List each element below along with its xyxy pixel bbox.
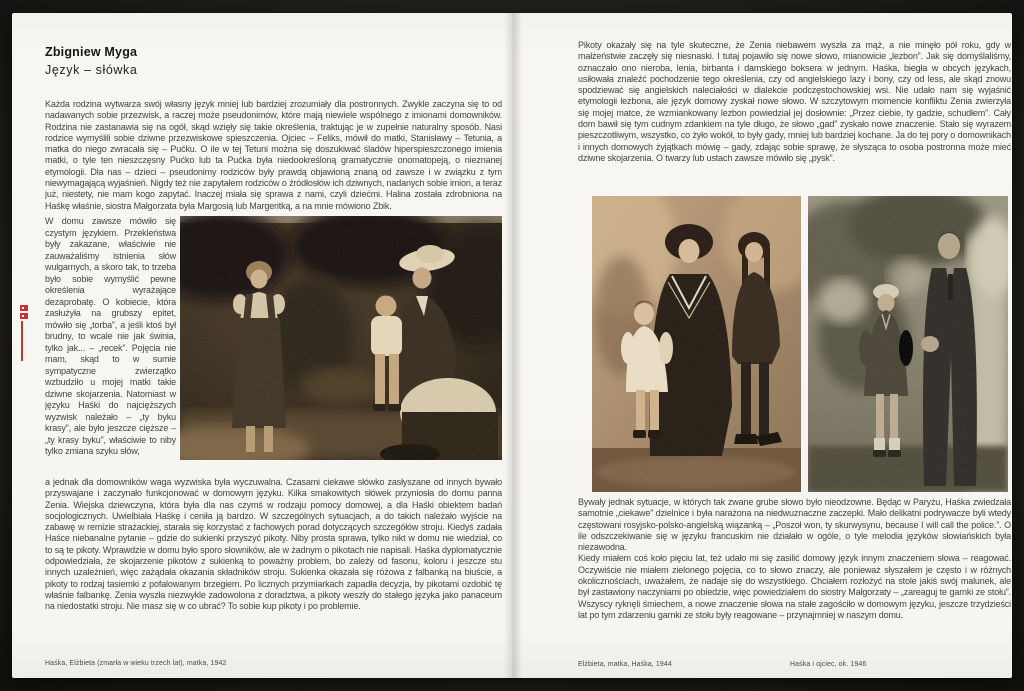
book-spread [12, 13, 1012, 678]
reagowac-paragraph: Kiedy miałem coś koło pięciu lat, też udało mi się zasilić domowy język innym znaczeniem słowa – reagować. Oczywiście nie miałem zielonego pojęcia, co to słowo znaczy, ale ponieważ słyszałem je często i w różnych okolicznościach, uważałem, że nadaje się do wszystkiego. Chciałem rozłożyć na stole jakiś swój malunek, ale był zastawiony naczyniami po obiedzie, więc powiedziałem do siostry Małgorzaty – „zareaguj te garnki ze stołu”. Wszyscy ryknęli śmiechem, a nowe znaczenie słowa na stałe zagościło w domowym języku, jeszcze trzydzieści lat po tym zdarzeniu garnki ze stołu były reagowane – przynajmniej w naszym domu. [578, 553, 1011, 620]
page-right [512, 13, 1012, 678]
photo-mother-and-children [180, 216, 502, 460]
marker-line [21, 321, 23, 361]
column-paragraph: W domu zawsze mówiło się czystym językiem. Przekleństwa były zakazane, właściwie nie zauważaliśmy istnienia słów wulgarnych, a skoro tak, to trzeba było sobie wymyślić pewne określenia wyrażające dezaprobatę. O kobiecie, która zasłużyła na grubszy epitet, mówiło się „torba”, a jeśli ktoś był brudny, to wcale nie jak świnia, tylko jak... – „recek”. Pojęcia nie mam, skąd to w sumie sympatyczne zwierzątko wzbudziło u mojej matki takie dziwne skojarzenia. Natomiast w języku Haśki do najcięższych wyzwisk należało – „ty byku krasy”, ale było jeszcze cięższe – „ty krasy byku”, właściwie to niby tylko zmiana szyku słów, [45, 216, 176, 456]
marker-glyph-icon [20, 313, 28, 319]
author-name: Zbigniew Myga [45, 45, 138, 59]
photo-family-studio-portrait [592, 196, 801, 492]
lower-paragraphs [578, 497, 1011, 637]
intro-paragraph: Każda rodzina wytwarza swój własny język mniej lub bardziej zrozumiały dla postronnych. Zwykle zaczyna się to od nadawanych sobie przezwisk, a raczej może pseudonimów, które mają niewiele wspólnego z imionami domowników. Rodzina nie zastanawia się na ogół, skąd wzięły się takie określenia, traktując je w zupełnie naturalny sposób. Nasi rodzice wymyślili sobie dziwne przezwiskowe spieszczenia. Ojciec – Feliks, mówił do matki, Stanisławy – Tetunia, a matka do niego zwracała się – Pućku. O ile w tej Tetuni można się doszukiwać śladów hiperspieszczonego imienia matki, o tyle ten nieszczęsny Pućko lub ta Pućka była niedookreśloną gramatycznie onomatopeją, o nieznanej etymologii. Dla nas – dzieci – pseudonimy rodziców były prawdą objawioną znaną od zawsze i w związku z tym niewymagającą wyjaśnień. Nigdy też nie zapytałem rodziców o źródłosłów ich dziwnych, nadanych sobie imion, a teraz już, niestety, nie mam kogo zapytać. Inaczej miała się sprawa z nami, czyli dziećmi. Halina została zdrobniona na Haśkę właśnie, siostra Małgorzata była Margosią lub Margeritką, a na mnie mówiono Zbik. [45, 99, 502, 211]
photo-caption: Haśka, Elżbieta (zmarła w wieku trzech lat), matka, 1942 [45, 660, 227, 667]
marker-glyph-icon [20, 305, 28, 311]
photo-caption-left: Elżbieta, matka, Haśka, 1944 [578, 661, 672, 668]
series-margin-marker [16, 305, 32, 367]
chapter-title: Język – słówka [45, 63, 138, 77]
bottom-paragraph: a jednak dla domowników waga wyzwiska była wyczuwalna. Czasami ciekawe słówko zasłyszane od innych bywało przyswajane i zaczynało funkcjonować w domowym języku. Kilka smakowitych słówek przyniosła do domu panna Zenia. Wiejska dziewczyna, która była dla nas czymś w rodzaju pomocy domowej, a dla Haśki obiektem badań socjologicznych. Uwielbiała Haśkę i ceniła ją bardzo. W szczególnych sytuacjach, a do takich należało wyjście na zabawę w remizie strażackiej, starała się korzystać z fachowych porad dotyczących szczegółów stroju. Kiedyś zadała Haśce niebanalne pytanie – gdzie do sukienki przyszyć pikoty. Niby prosta sprawa, tylko nikt w domu nie wiedział, co to są te pikoty. Wprawdzie w domu było sporo słowników, ale w żadnym o pikotach nie napisali. Haśka dyplomatycznie odpowiedziała, że skojarzenie pikotów z sukienką to poważny problem, bo zależy od fasonu, koloru i jeszcze stu innych uzależnień, więc zażądała okazania składników stroju. Sukienka okazała się różowa z falbanką na biuście, a pikoty to rodzaj tasiemki z pofalowanym brzegiem. Po licznych przymiarkach zapadła decyzja, by pikotami ozdobić tę właśnie falbankę. Zenia wyszła niezwykle zadowolona z doradztwa, a pikoty weszły do stałego języka jako panaceum na niedostatki stroju. Nie masz się w co ubrać? To sobie kup pikoty i po problemie. [45, 477, 502, 612]
photo-caption-right: Haśka i ojciec, ok. 1946 [790, 661, 867, 668]
top-paragraph: Pikoty okazały się na tyle skuteczne, że Zenia niebawem wyszła za mąż, a nie minęło pół roku, gdy w małżeństwie zaczęły się niesnaski. I tutaj pojawiło się nowe słowo, mianowicie „lezbon”. Jak się domyślaliśmy, oznaczało ono nieroba, lenia, birbanta i damskiego boksera w jednym. Haśka, biegła w obcych językach, usiłowała znaleźć pochodzenie tego określenia, czy od angielskiego lazy i bony, czy od less, ale skąd znowu spodziewać się angielskich naleciałości w dialekcie podczęstochowskiej wsi. Nie udało nam się wyjaśnić etymologii lezbona, ale język domowy zyskał nowe słowo. W szczytowym momencie konfliktu Zenia zwierzyła się mojej matce, że wzmiankowany lezbon powiedział jej dosłownie: „Przez ciebie, ty gadzie, schudłem”. Cały dom bawił się tym cudnym zdankiem na tyle długo, że słowo „gad” zyskało nowe znaczenie. Stało się wyrazem pieszczotliwym, wszystko, co żyło wokół, to były gady, mniej lub bardziej kochane. Ja do tej pory o domownikach i innych domowych żyjątkach mówię – gady, zdając sobie sprawę, że słysząca to osoba postronna może mieć dziwne skojarzenia. O twarzy lub ustach zawsze mówiło się „pysk”. [578, 40, 1011, 163]
page-fold-shadow [504, 13, 522, 678]
photo-father-and-daughter [808, 196, 1008, 492]
paris-paragraph: Bywały jednak sytuacje, w których tak zwane grube słowo było nieodzowne. Będąc w Paryżu, Haśka zwiedzała samotnie „ciekawe” dzielnice i była narażona na niedwuznaczne zaczepki. Mało delikatni podrywacze byli wtedy częstowani rosyjsko-polsko-angielską wiązanką – „Poszoł won, ty skurwysynu, because I will call the police.”. O ile odszczekiwanie się w języku francuskim nie działało w ogóle, o tyle melodia języków słowiańskich była niezawodna. [578, 497, 1011, 553]
page-left [12, 13, 512, 678]
